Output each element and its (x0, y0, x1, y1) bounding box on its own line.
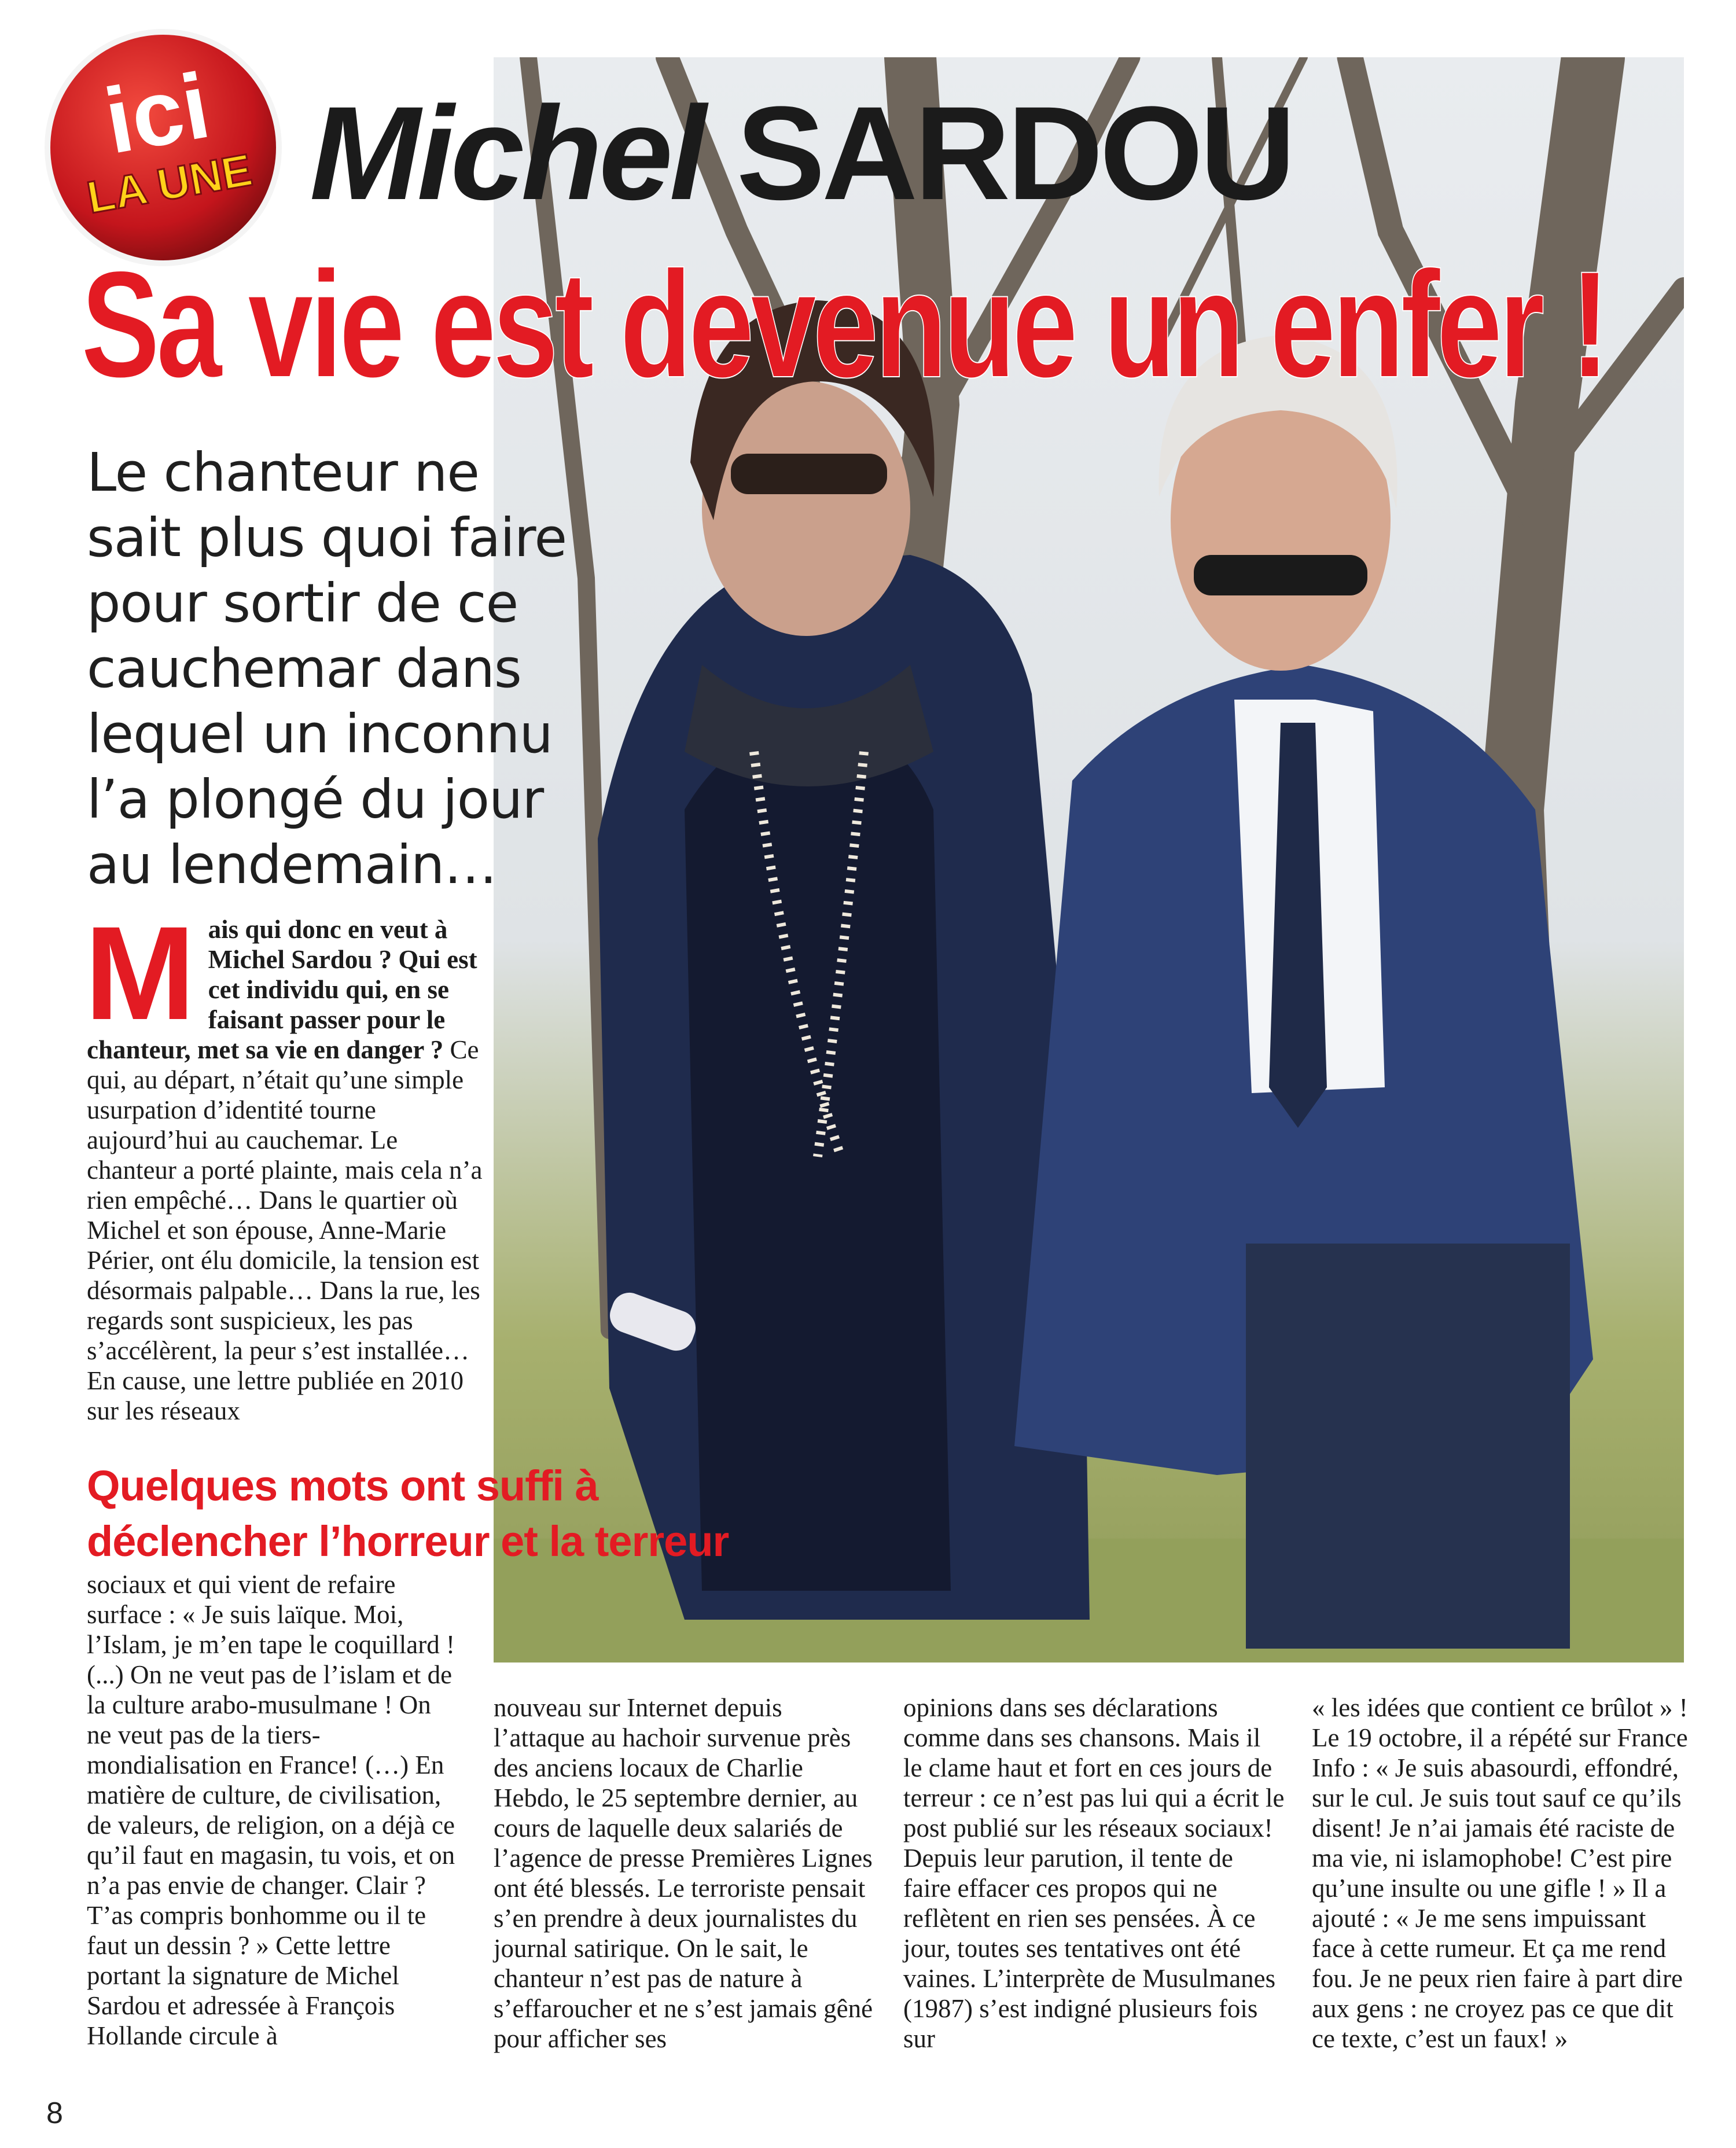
badge-ici-text: ici (97, 53, 217, 174)
page-number: 8 (46, 2096, 63, 2130)
celebrity-name (310, 79, 1293, 227)
woman-figure (598, 300, 1090, 1620)
article-column-4: « les idées que contient ce brûlot » ! Le 19 octobre, il a répété sur France Info : « Je suis abasourdi, effondré, sur le cul. Je suis tout sauf ce qu’ils disent! Je n’ai jamais été raciste de ma vie, ni islamophobe! C’est pire qu’une insulte ou une gifle ! » Il a ajouté : « Je me sens impuissant face à cette rumeur. Et ça me rend fou. Je ne peux rien faire à part dire aux gens : ne croyez pas ce que dit ce texte, c’est un faux! » (1312, 1693, 1688, 2053)
article-body-1: Ce qui, au départ, n’était qu’une simple usurpation d’identité tourne aujourd’hui au cauchemar. Le chanteur a porté plainte, mais cela n’a rien empêché… Dans le quartier où Michel et son épouse, Anne-Marie Périer, ont élu domicile, la tension est désormais palpable… Dans la rue, les regards sont suspicieux, les pas s’accélèrent, la peur s’est installée… En cause, une lettre publiée en 2010 sur les réseaux (87, 1035, 483, 1425)
drop-cap: M (84, 899, 196, 1047)
article-column-1-bottom: sociaux et qui vient de refaire surface : « Je suis laïque. Moi, l’Islam, je m’en tape le coquillard ! (...) On ne veut pas de l’islam et de la culture arabo-musulmane ! On ne veut pas de la tiers-mondialisation en France! (…) En matière de culture, de civilisation, de valeurs, de religion, on a déjà ce qu’il faut en magasin, tu vois, et on n’a pas envie de changer. Clair ? T’as compris bonhomme ou il te faut un dessin ? » Cette lettre portant la signature de Michel Sardou et adressée à François Hollande circule à (87, 1570, 455, 2050)
ici-la-une-badge (42, 26, 285, 269)
article-lead: ais qui donc en veut à Michel Sardou ? Qui est cet individu qui, en se faisant passer pour le chanteur, met sa vie en danger ? (87, 915, 477, 1064)
standfirst: Le chanteur ne sait plus quoi faire pour sortir de ce cauchemar dans lequel un inconnu l’a plongé du jour au lendemain… (87, 442, 567, 896)
badge-circle-logo (42, 26, 285, 269)
headline: Sa vie est devenue un enfer ! (81, 240, 1606, 409)
last-name: SARDOU (736, 79, 1293, 227)
article-column-3: opinions dans ses déclarations comme dans ses chansons. Mais il le clame haut et fort en ces jours de terreur : ce n’est pas lui qui a écrit le post publié sur les réseaux sociaux! Depuis leur parution, il tente de faire effacer ces propos qui ne reflètent en rien ses pensées. À ce jour, toutes ses tentatives ont été vaines. L’interprète de Musulmanes (1987) s’est indigné plusieurs fois sur (903, 1693, 1285, 2053)
first-name: Michel (310, 79, 703, 227)
badge-la-une-text: LA UNE (83, 144, 256, 223)
subheading: Quelques mots ont suffi à déclencher l’horreur et la terreur (87, 1462, 729, 1565)
article-column-1-top (84, 899, 492, 1426)
article-column-2: nouveau sur Internet depuis l’attaque au hachoir survenue près des anciens locaux de Charlie Hebdo, le 25 septembre dernier, au cours de laquelle deux salariés de l’agence de presse Premières Lignes ont été blessés. Le terroriste pensait s’en prendre à deux journalistes du journal satirique. On le sait, le chanteur n’est pas de nature à s’effaroucher et ne s’est jamais gêné pour afficher ses (494, 1693, 873, 2053)
